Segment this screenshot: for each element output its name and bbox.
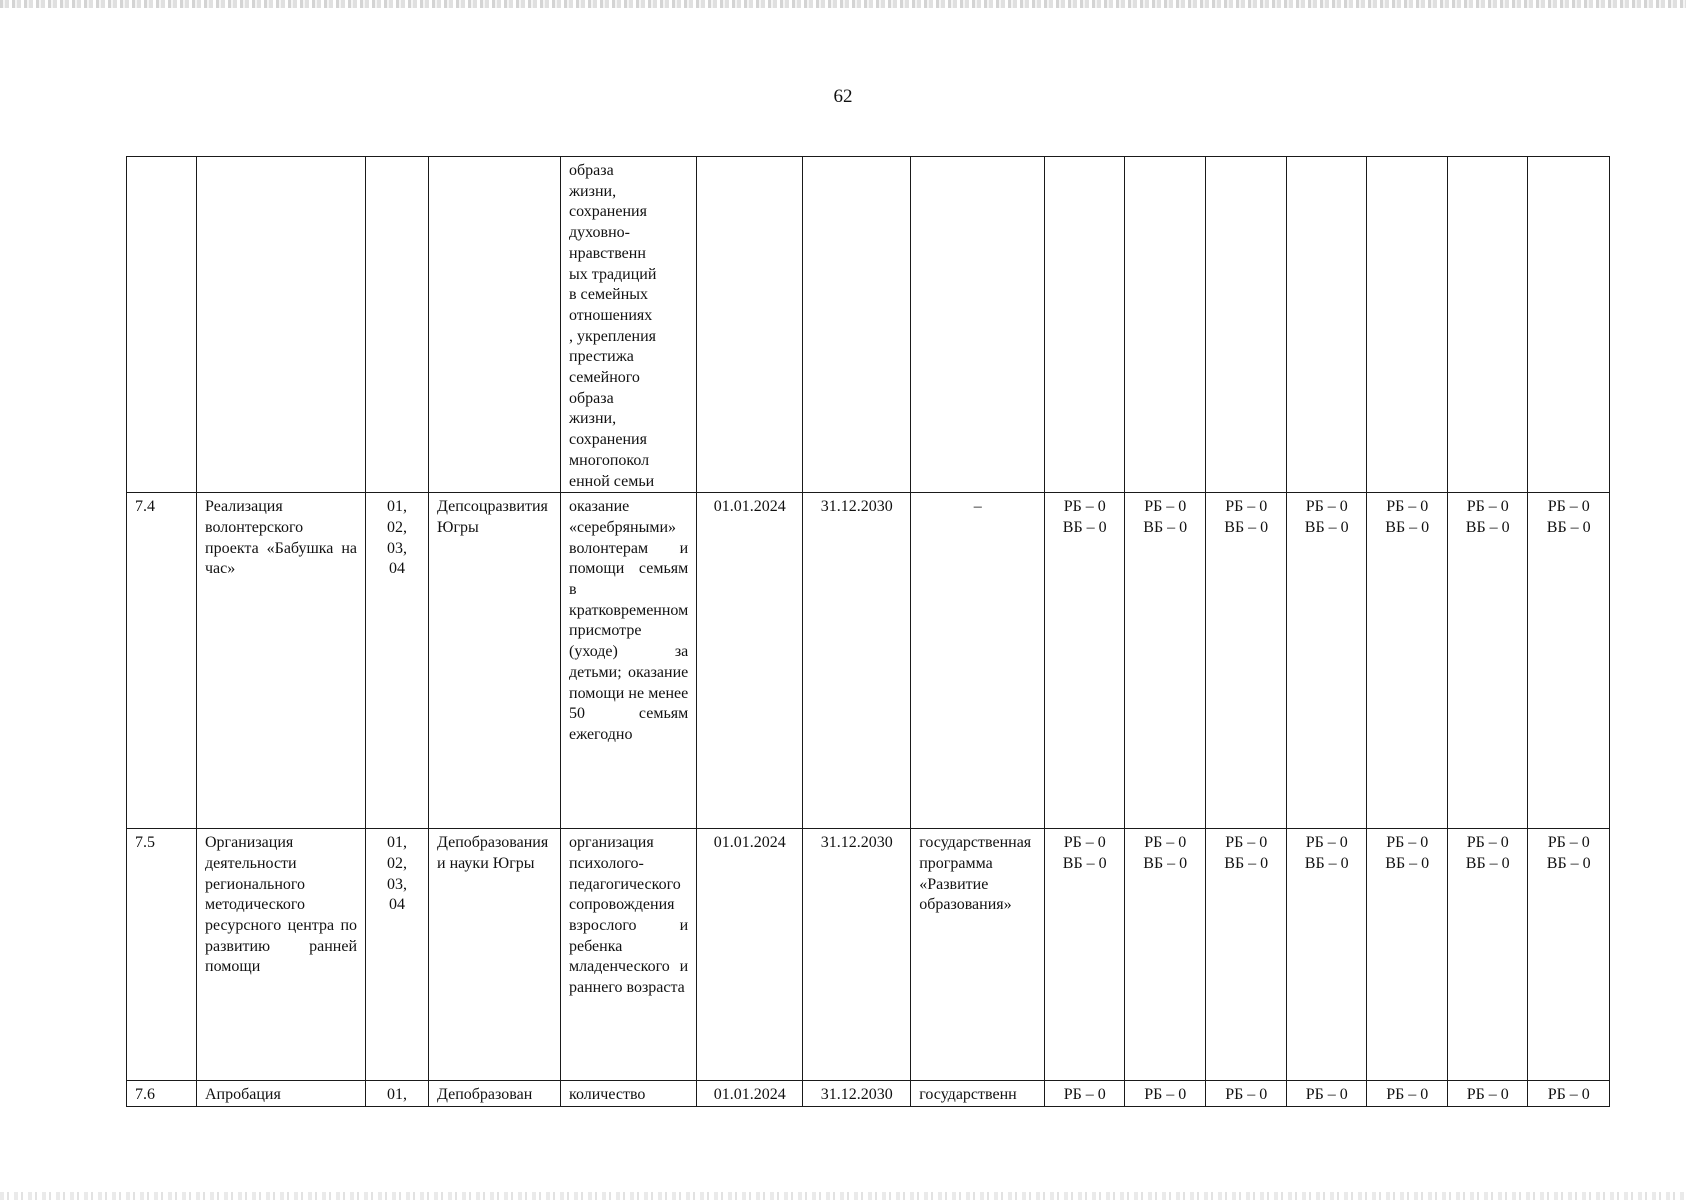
code-item: 03, [387, 539, 407, 557]
code-item: 02, [387, 518, 407, 536]
table-cell-empty [127, 157, 197, 493]
cell-financing [1045, 493, 1125, 829]
cell-financing [1045, 829, 1125, 1081]
table-cell-empty [697, 157, 803, 493]
table-cell-empty [1528, 157, 1610, 493]
financing-value: РБ – 0 [1466, 834, 1509, 852]
table-cell-empty [1367, 157, 1448, 493]
result-line: отношениях [569, 306, 653, 324]
plan-table [126, 156, 1610, 1107]
cell-result [561, 157, 697, 493]
cell-result: количество [561, 1081, 697, 1107]
code-item: 02, [387, 854, 407, 872]
financing-value: ВБ – 0 [1304, 518, 1349, 536]
result-line: духовно- [569, 224, 630, 242]
table-cell-empty [911, 157, 1045, 493]
financing-value: ВБ – 0 [1546, 518, 1591, 536]
cell-start-date: 01.01.2024 [697, 1081, 803, 1107]
financing-value: РБ – 0 [1063, 1086, 1106, 1104]
cell-financing [1125, 829, 1206, 1081]
cell-financing [1367, 493, 1448, 829]
financing-value: РБ – 0 [1305, 498, 1348, 516]
financing-value: РБ – 0 [1386, 498, 1429, 516]
cell-financing [1206, 1081, 1287, 1107]
table-row [127, 829, 1610, 1081]
table-cell-empty [1448, 157, 1528, 493]
financing-value: РБ – 0 [1547, 498, 1590, 516]
cell-number: 7.4 [127, 493, 197, 829]
code-item: 04 [389, 896, 405, 914]
financing-value: ВБ – 0 [1465, 518, 1510, 536]
financing-value: РБ – 0 [1063, 498, 1106, 516]
cell-executor: Депобразован [429, 1081, 561, 1107]
financing-value: РБ – 0 [1386, 1086, 1429, 1104]
result-line: престижа [569, 348, 634, 366]
code-item: 01, [387, 834, 407, 852]
cell-codes [366, 829, 429, 1081]
result-line: образа [569, 389, 614, 407]
page-number: 62 [833, 86, 853, 107]
cell-end-date: 31.12.2030 [803, 829, 911, 1081]
financing-value: РБ – 0 [1547, 834, 1590, 852]
table-cell-empty [1045, 157, 1125, 493]
code-item: 04 [389, 560, 405, 578]
cell-result: оказание «серебряными» волонтерам и помощи семьям в кратковременном присмотре (уходе) за детьми; оказание помощи не менее 50 семьям ежегодно [561, 493, 697, 829]
cell-financing [1367, 829, 1448, 1081]
cell-result: организация психолого-педагогического сопровождения взрослого и ребенка младенческого и раннего возраста [561, 829, 697, 1081]
financing-value: РБ – 0 [1547, 1086, 1590, 1104]
cell-financing [1448, 493, 1528, 829]
cell-codes [366, 493, 429, 829]
cell-end-date: 31.12.2030 [803, 1081, 911, 1107]
cell-financing [1125, 493, 1206, 829]
result-line: жизни, [569, 182, 617, 200]
financing-value: РБ – 0 [1144, 498, 1187, 516]
financing-value: ВБ – 0 [1224, 854, 1269, 872]
cell-executor: Депобразования и науки Югры [429, 829, 561, 1081]
cell-start-date: 01.01.2024 [697, 829, 803, 1081]
financing-value: ВБ – 0 [1546, 854, 1591, 872]
financing-value: ВБ – 0 [1385, 854, 1430, 872]
financing-value: ВБ – 0 [1304, 854, 1349, 872]
financing-value: РБ – 0 [1225, 498, 1268, 516]
cell-financing [1045, 1081, 1125, 1107]
financing-value: ВБ – 0 [1062, 518, 1107, 536]
cell-financing [1448, 1081, 1528, 1107]
code-item: 01, [387, 498, 407, 516]
table-cell-empty [1287, 157, 1367, 493]
cell-name: Реализация волонтерского проекта «Бабушка на час» [197, 493, 366, 829]
table-row-continuation [127, 157, 1610, 493]
result-line: жизни, [569, 410, 617, 428]
result-line: , укрепления [569, 327, 657, 345]
scan-edge-top [0, 0, 1686, 8]
financing-value: РБ – 0 [1305, 834, 1348, 852]
cell-financing [1367, 1081, 1448, 1107]
cell-financing [1287, 493, 1367, 829]
table-cell-empty [803, 157, 911, 493]
result-line: многопокол [569, 451, 650, 469]
financing-value: ВБ – 0 [1465, 854, 1510, 872]
financing-value: РБ – 0 [1466, 1086, 1509, 1104]
result-line: образа [569, 162, 614, 179]
financing-value: РБ – 0 [1144, 1086, 1187, 1104]
cell-financing [1448, 829, 1528, 1081]
cell-financing [1125, 1081, 1206, 1107]
result-line: нравственн [569, 244, 646, 262]
cell-codes [366, 1081, 429, 1107]
cell-name: Организация деятельности регионального методического ресурсного центра по развитию ранней помощи [197, 829, 366, 1081]
cell-financing [1528, 1081, 1610, 1107]
cell-financing [1206, 829, 1287, 1081]
result-line: в семейных [569, 286, 649, 304]
financing-value: ВБ – 0 [1143, 518, 1188, 536]
cell-financing [1528, 493, 1610, 829]
financing-value: ВБ – 0 [1385, 518, 1430, 536]
scan-edge-bottom [0, 1192, 1686, 1200]
cell-financing [1206, 493, 1287, 829]
cell-number: 7.6 [127, 1081, 197, 1107]
code-item: 01, [387, 1086, 407, 1104]
cell-financing [1528, 829, 1610, 1081]
cell-end-date: 31.12.2030 [803, 493, 911, 829]
result-line: ых традиций [569, 265, 657, 283]
cell-program: государственная программа «Развитие образования» [911, 829, 1045, 1081]
table-cell-empty [1206, 157, 1287, 493]
table-cell-empty [429, 157, 561, 493]
financing-value: РБ – 0 [1305, 1086, 1348, 1104]
cell-financing [1287, 829, 1367, 1081]
cell-executor: Депсоцразвития Югры [429, 493, 561, 829]
code-item: 03, [387, 875, 407, 893]
result-line: семейного [569, 369, 640, 387]
table-cell-empty [197, 157, 366, 493]
cell-start-date: 01.01.2024 [697, 493, 803, 829]
table-row [127, 493, 1610, 829]
financing-value: РБ – 0 [1466, 498, 1509, 516]
financing-value: РБ – 0 [1144, 834, 1187, 852]
financing-value: ВБ – 0 [1224, 518, 1269, 536]
result-line: сохранения [569, 431, 647, 449]
financing-value: РБ – 0 [1386, 834, 1429, 852]
result-line: енной семьи [569, 472, 655, 490]
financing-value: ВБ – 0 [1143, 854, 1188, 872]
cell-number: 7.5 [127, 829, 197, 1081]
result-line: сохранения [569, 203, 647, 221]
table-row [127, 1081, 1610, 1107]
cell-financing [1287, 1081, 1367, 1107]
financing-value: РБ – 0 [1063, 834, 1106, 852]
table-cell-empty [366, 157, 429, 493]
cell-program: – [911, 493, 1045, 829]
cell-name: Апробация [197, 1081, 366, 1107]
financing-value: РБ – 0 [1225, 834, 1268, 852]
cell-program: государственн [911, 1081, 1045, 1107]
financing-value: ВБ – 0 [1062, 854, 1107, 872]
table-cell-empty [1125, 157, 1206, 493]
financing-value: РБ – 0 [1225, 1086, 1268, 1104]
